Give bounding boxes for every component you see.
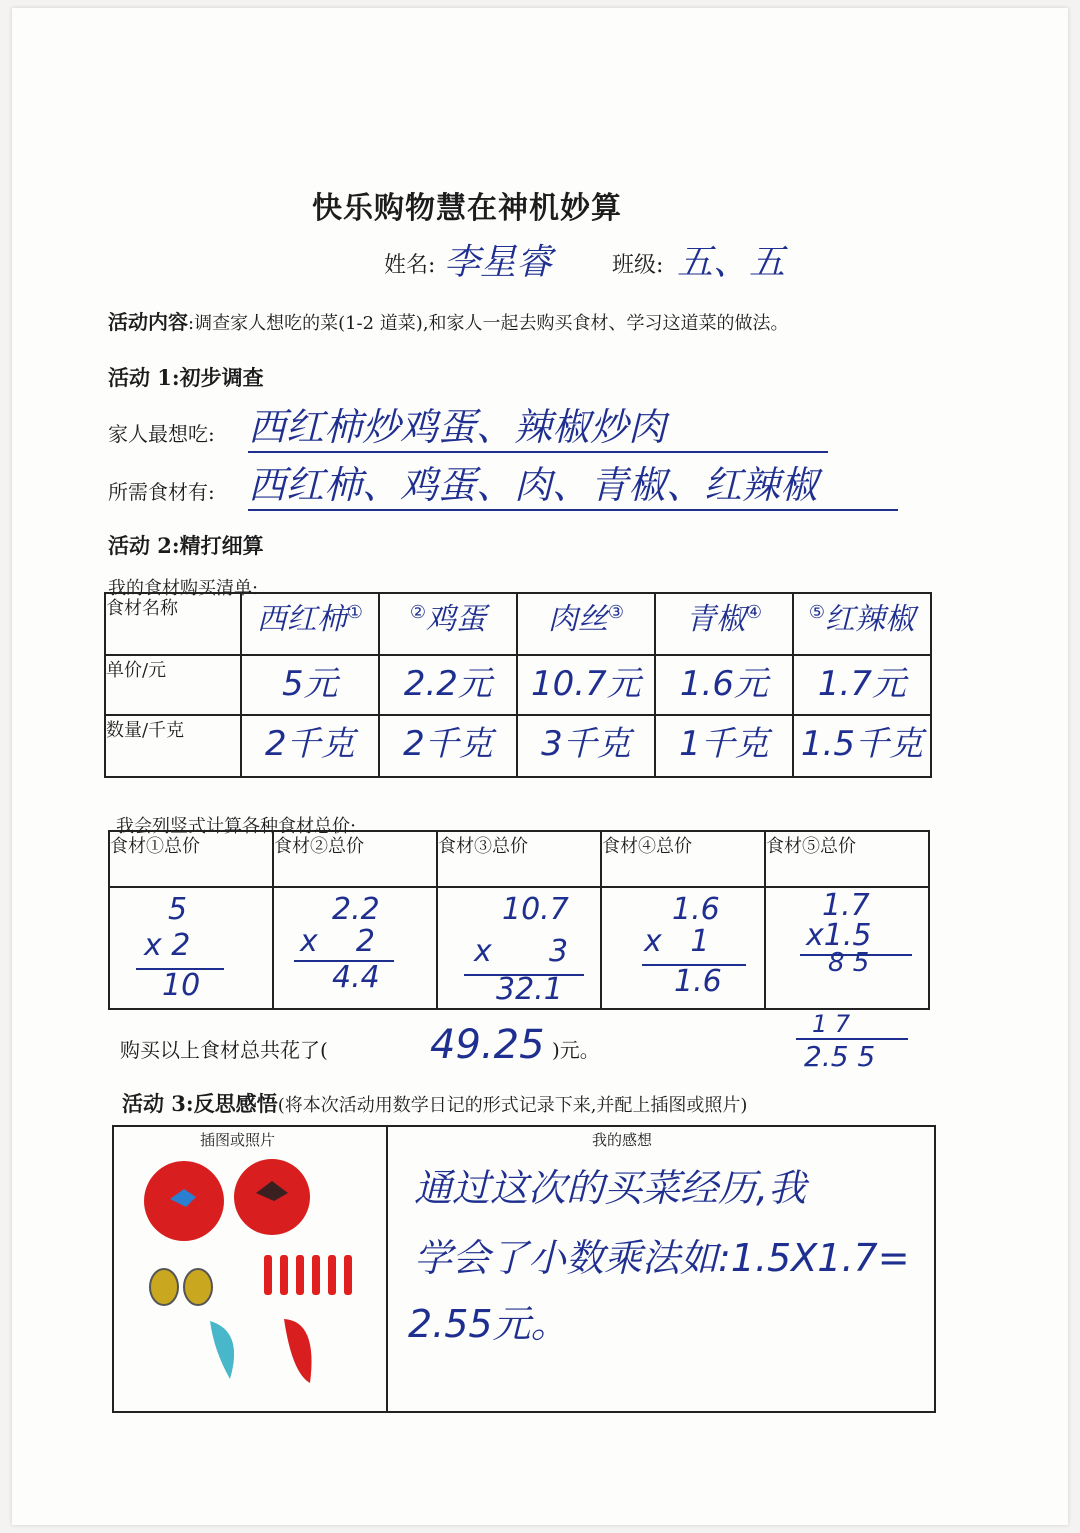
total-suffix: )元。 (552, 1038, 600, 1062)
table-row (109, 887, 929, 1009)
item-name-cell: 青椒④ (655, 593, 793, 655)
calc-cell: 1.7 x1.5 8 5 1 7 2.5 5 (765, 887, 929, 1009)
shopping-list-table (104, 592, 932, 778)
calc-header: 食材④总价 (601, 831, 765, 887)
green-pepper-icon (210, 1321, 234, 1379)
ingredients-label: 所需食材有: (108, 480, 215, 504)
calc-caption: 我会列竖式计算各种食材总价: (116, 816, 357, 837)
tomato-right-icon (234, 1159, 310, 1235)
table-row (105, 593, 931, 655)
item-name-cell: 肉丝③ (517, 593, 655, 655)
qty-cell: 3千克 (517, 715, 655, 777)
calc-cell: 10.7 x 3 32.1 (437, 887, 601, 1009)
shopping-list-caption: 我的食材购买清单: (108, 578, 259, 599)
thoughts-line: 学会了小数乘法如:1.5X1.7= (414, 1236, 910, 1280)
qty-cell: 1千克 (655, 715, 793, 777)
tomato-left-icon (144, 1161, 224, 1241)
price-cell: 1.6元 (655, 655, 793, 715)
item-name-cell: 西红柿① (241, 593, 379, 655)
price-cell: 2.2元 (379, 655, 517, 715)
ingredients-value: 西红柿、鸡蛋、肉、青椒、红辣椒 (248, 454, 898, 511)
row-header: 数量/千克 (105, 715, 241, 777)
item-name-cell: ⑤红辣椒 (793, 593, 931, 655)
calc-header: 食材③总价 (437, 831, 601, 887)
row-header: 食材名称 (105, 593, 241, 655)
class-label: 班级: (612, 253, 664, 278)
reflection-divider (386, 1127, 388, 1411)
class-value: 五、五 (677, 242, 786, 283)
thoughts-header: 我的感想 (592, 1131, 653, 1149)
calc-extra-partial: 1 7 (812, 1010, 851, 1038)
egg-icon (150, 1269, 212, 1305)
intro-text: :调查家人想吃的菜(1-2 道菜),和家人一起去购买食材、学习这道菜的做法。 (188, 313, 789, 334)
calc-cell: 2.2 x 2 4.4 (273, 887, 437, 1009)
calc-cell: 5 x 2 10 (109, 887, 273, 1009)
pepper-slices-icon (264, 1255, 352, 1295)
row-header: 单价/元 (105, 655, 241, 715)
red-pepper-icon (284, 1319, 312, 1383)
calc-header: 食材①总价 (109, 831, 273, 887)
table-row (105, 655, 931, 715)
name-value: 李星睿 (444, 242, 553, 283)
table-row (105, 715, 931, 777)
price-cell: 10.7元 (517, 655, 655, 715)
calc-result: 2.5 5 (804, 1040, 876, 1073)
intro-line (108, 306, 789, 335)
qty-cell: 2千克 (241, 715, 379, 777)
price-cell: 5元 (241, 655, 379, 715)
intro-label: 活动内容 (108, 310, 188, 334)
activity3-subtitle: (将本次活动用数学日记的形式记录下来,并配上插图或照片) (277, 1095, 748, 1116)
vegetable-drawing (134, 1151, 364, 1391)
activity3-line (122, 1088, 747, 1118)
price-cell: 1.7元 (793, 655, 931, 715)
calc-cell: 1.6 x 1 1.6 (601, 887, 765, 1009)
total-value: 49.25 (430, 1022, 545, 1068)
total-prefix: 购买以上食材总共花了( (120, 1038, 328, 1062)
thoughts-line: 2.55元。 (408, 1302, 569, 1346)
activity3-heading: 活动 3:反思感悟 (122, 1091, 278, 1116)
worksheet (12, 8, 1068, 1525)
qty-cell: 2千克 (379, 715, 517, 777)
thoughts-line: 通过这次的买菜经历,我 (414, 1166, 807, 1210)
name-label: 姓名: (384, 253, 436, 278)
item-name-cell: ②鸡蛋 (379, 593, 517, 655)
page-title: 快乐购物慧在神机妙算 (312, 191, 622, 226)
qty-cell: 1.5千克 (793, 715, 931, 777)
activity2-heading: 活动 2:精打细算 (108, 533, 264, 558)
activity1-heading: 活动 1:初步调查 (108, 365, 264, 390)
table-row (109, 831, 929, 887)
calc-header: 食材②总价 (273, 831, 437, 887)
reflection-box (112, 1125, 936, 1413)
calc-header: 食材⑤总价 (765, 831, 929, 887)
dish-value: 西红柿炒鸡蛋、辣椒炒肉 (248, 396, 828, 453)
dish-label: 家人最想吃: (108, 422, 215, 446)
picture-header: 插图或照片 (200, 1131, 276, 1149)
